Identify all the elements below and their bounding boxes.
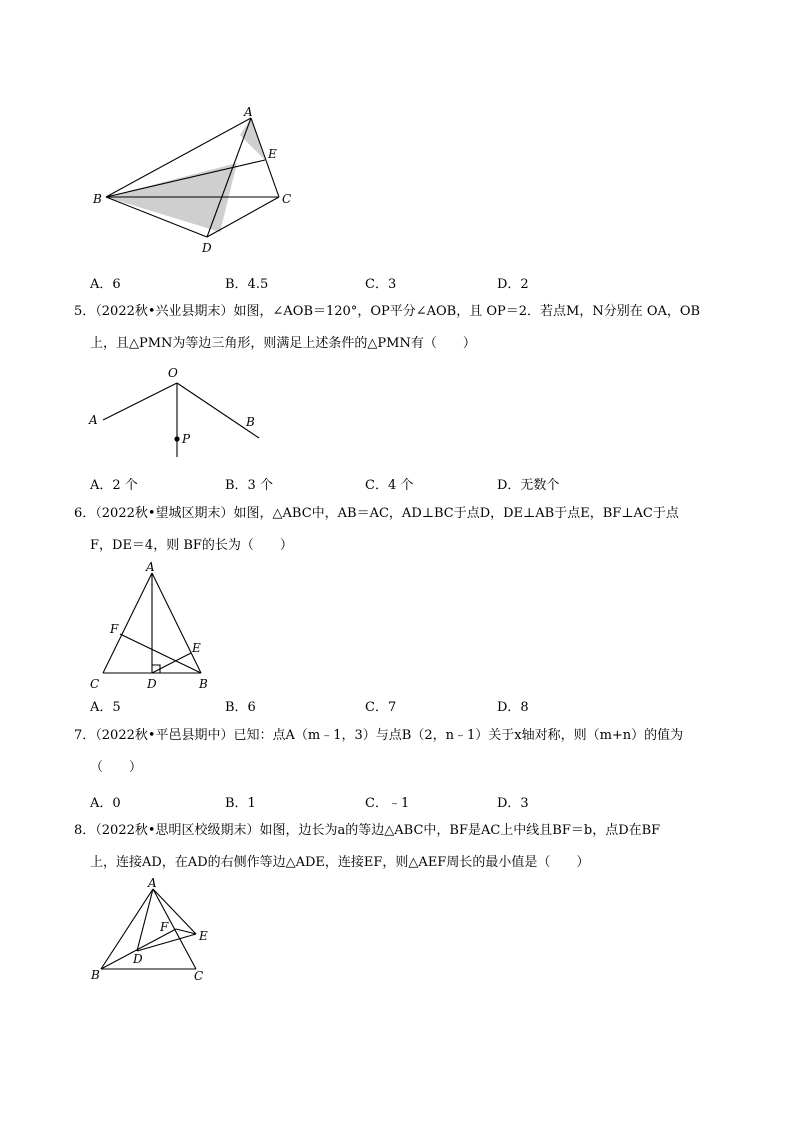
q4-option-a: A．6 <box>90 277 121 292</box>
label-A: A <box>146 560 155 574</box>
label-D: D <box>202 241 212 255</box>
q7-option-d: D．3 <box>497 796 529 811</box>
q7-text-line1: 7．（2022秋•平邑县期中）已知：点A（m﹣1，3）与点B（2，n﹣1）关于x轴对称，则（m+n）的值为 <box>74 728 684 743</box>
q6-option-d: D．8 <box>497 700 529 715</box>
label-D: D <box>133 952 143 966</box>
label-E: E <box>192 641 201 655</box>
q5-option-a: A．2 个 <box>90 478 138 493</box>
q8-text-line2: 上，连接AD，在AD的右侧作等边△ADE，连接EF，则△AEF周长的最小值是（ ） <box>90 855 590 870</box>
label-C: C <box>194 969 204 983</box>
q6-option-a: A．5 <box>90 700 121 715</box>
label-A: A <box>148 876 157 890</box>
q6-option-c: C．7 <box>365 700 397 715</box>
label-B: B <box>93 192 102 206</box>
figure-q4 <box>80 100 310 260</box>
label-C: C <box>282 192 292 206</box>
label-B: B <box>199 677 208 691</box>
label-E: E <box>268 147 277 161</box>
label-A: A <box>89 413 98 427</box>
point-P <box>174 436 179 441</box>
label-A: A <box>244 105 253 119</box>
q5-option-c: C．4 个 <box>365 478 414 493</box>
q7-option-a: A．0 <box>90 796 121 811</box>
q8-text-line1: 8．（2022秋•思明区校级期末）如图，边长为a的等边△ABC中，BF是AC上中线且BF＝b，点D在BF <box>74 823 661 838</box>
q7-option-c: C．﹣1 <box>365 796 410 811</box>
q6-option-b: B．6 <box>225 700 256 715</box>
label-D: D <box>147 677 157 691</box>
figure-q8 <box>85 875 215 985</box>
figure-q6 <box>85 558 215 693</box>
q7-text-line2: （ ） <box>90 760 143 775</box>
label-O: O <box>168 366 178 380</box>
q5-option-d: D．无数个 <box>497 478 560 493</box>
label-C: C <box>90 677 100 691</box>
q4-option-b: B．4.5 <box>225 277 269 292</box>
label-B: B <box>91 968 100 982</box>
q4-option-c: C．3 <box>365 277 397 292</box>
q6-text-line2: F，DE＝4，则 BF的长为（ ） <box>90 538 293 553</box>
label-E: E <box>199 929 208 943</box>
q4-option-d: D．2 <box>497 277 529 292</box>
label-F: F <box>160 920 169 934</box>
label-P: P <box>182 432 191 446</box>
figure-q5 <box>85 360 275 465</box>
q5-option-b: B．3 个 <box>225 478 273 493</box>
q6-text-line1: 6．（2022秋•望城区期末）如图，△ABC中，AB＝AC，AD⊥BC于点D，DE⊥AB于点E，BF⊥AC于点 <box>74 506 679 521</box>
q5-text-line2: 上，且△PMN为等边三角形，则满足上述条件的△PMN有（ ） <box>90 336 476 351</box>
q7-option-b: B．1 <box>225 796 256 811</box>
q5-text-line1: 5．（2022秋•兴业县期末）如图，∠AOB＝120°，OP平分∠AOB，且 OP＝2．若点M，N分别在 OA，OB <box>74 304 701 319</box>
label-B: B <box>246 415 255 429</box>
label-F: F <box>110 622 119 636</box>
